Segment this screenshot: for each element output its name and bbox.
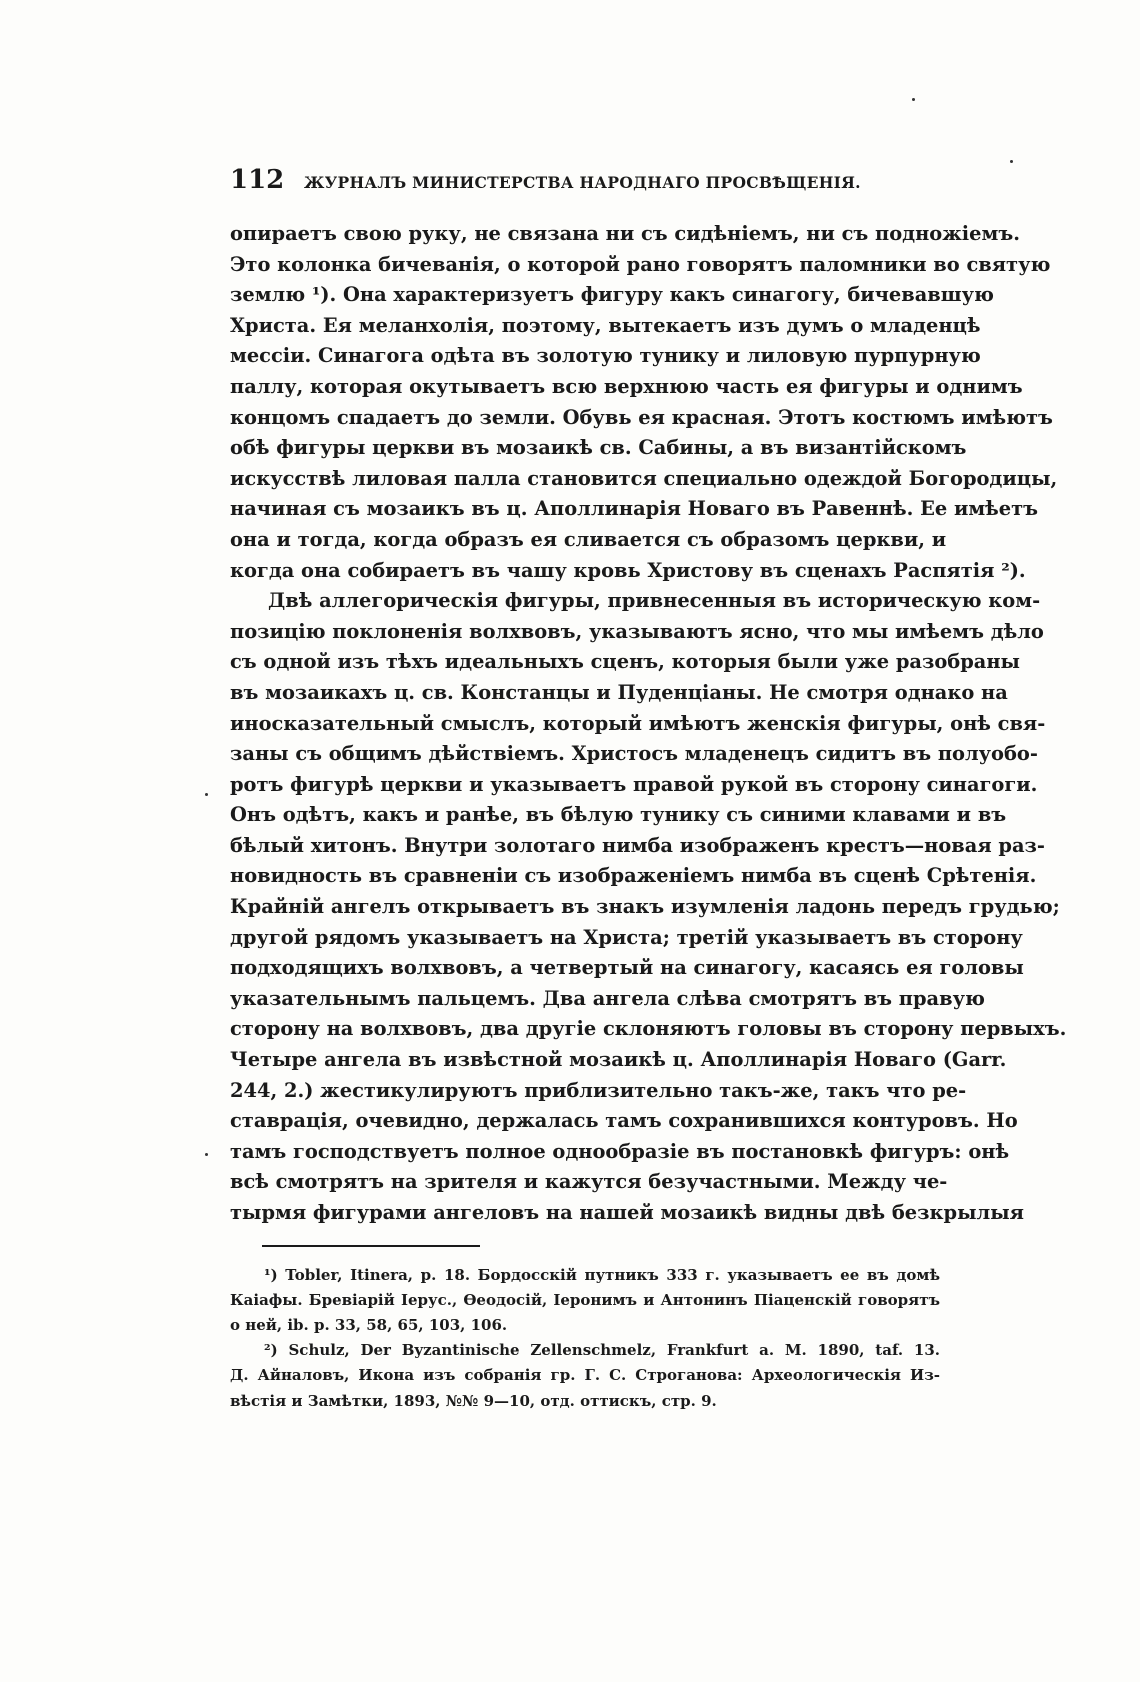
footnote-separator <box>262 1245 480 1247</box>
footnote-line: вѣстія и Замѣтки, 1893, №№ 9—10, отд. оттискъ, стр. 9. <box>230 1391 717 1410</box>
body-text <box>230 219 1067 1229</box>
text-line: новидность въ сравненіи съ изображеніемъ нимба въ сценѣ Срѣтенія. <box>230 864 1037 888</box>
text-line: всѣ смотрятъ на зрителя и кажутся безучастными. Между че- <box>230 1170 948 1194</box>
paragraph-1 <box>230 219 1058 586</box>
footnote-line: о ней, ib. p. 33, 58, 65, 103, 106. <box>230 1315 508 1334</box>
text-line: подходящихъ волхвовъ, а четвертый на синагогу, касаясь ея головы <box>230 956 1024 980</box>
text-line: 244, 2.) жестикулируютъ приблизительно такъ-же, такъ что ре- <box>230 1078 967 1102</box>
text-line: она и тогда, когда образъ ея сливается съ образомъ церкви, и <box>230 527 947 551</box>
text-line: паллу, которая окутываетъ всю верхнюю часть ея фигуры и однимъ <box>230 374 1023 398</box>
footnote-2 <box>230 1338 940 1414</box>
text-line: начиная съ мозаикъ въ ц. Аполлинарія Новаго въ Равеннѣ. Ее имѣетъ <box>230 497 1039 521</box>
text-line: другой рядомъ указываетъ на Христа; третій указываетъ въ сторону <box>230 925 1023 949</box>
text-line: опираетъ свою руку, не связана ни съ сидѣніемъ, ни съ подножіемъ. <box>230 222 1020 245</box>
scan-speck <box>1010 160 1013 163</box>
footnote-1 <box>230 1263 940 1339</box>
footnote-line: Д. Айналовъ, Икона изъ собранія гр. Г. С. Строганова: Археологическія Из- <box>230 1366 940 1385</box>
text-line: заны съ общимъ дѣйствіемъ. Христосъ младенецъ сидитъ въ полуобо- <box>230 742 1038 766</box>
text-line: мессіи. Синагога одѣта въ золотую тунику и лиловую пурпурную <box>230 344 981 368</box>
text-line: ставрація, очевидно, держалась тамъ сохранившихся контуровъ. Но <box>230 1109 1018 1133</box>
text-line: бѣлый хитонъ. Внутри золотаго нимба изображенъ крестъ—новая раз- <box>230 833 1045 857</box>
text-line: Крайній ангелъ открываетъ въ знакъ изумленія ладонь передъ грудью; <box>230 895 1060 919</box>
text-line: тамъ господствуетъ полное однообразіе въ постановкѣ фигуръ: онѣ <box>230 1139 1010 1163</box>
footnotes <box>230 1263 940 1414</box>
text-line: землю ¹). Она характеризуетъ фигуру какъ синагогу, бичевавшую <box>230 283 994 307</box>
text-line: когда она собираетъ въ чашу кровь Христову въ сценахъ Распятія ²). <box>230 558 1026 582</box>
footnote-line: ²) Schulz, Der Byzantinische Zellenschmelz, Frankfurt a. M. 1890, taf. 13. <box>264 1341 940 1360</box>
text-line: въ мозаикахъ ц. св. Констанцы и Пуденціаны. Не смотря однако на <box>230 680 1008 704</box>
paragraph-2 <box>230 586 1067 1228</box>
text-line: обѣ фигуры церкви въ мозаикѣ св. Сабины, а въ византійскомъ <box>230 436 967 460</box>
text-line: концомъ спадаетъ до земли. Обувь ея красная. Этотъ костюмъ имѣютъ <box>230 405 1053 429</box>
text-line: ротъ фигурѣ церкви и указываетъ правой рукой въ сторону синагоги. <box>230 772 1038 796</box>
text-line: Онъ одѣтъ, какъ и ранѣе, въ бѣлую тунику съ синими клавами и въ <box>230 803 1007 827</box>
page-header <box>230 165 940 195</box>
text-line: Христа. Ея меланхолія, поэтому, вытекаетъ изъ думъ о младенцѣ <box>230 313 981 337</box>
running-title: ЖУРНАЛЪ МИНИСТЕРСТВА НАРОДНАГО ПРОСВѢЩЕНІЯ. <box>304 173 861 192</box>
text-line: иносказательный смыслъ, который имѣютъ женскія фигуры, онѣ свя- <box>230 711 1046 735</box>
text-line: Двѣ аллегорическія фигуры, привнесенныя въ историческую ком- <box>268 589 1041 613</box>
text-line: съ одной изъ тѣхъ идеальныхъ сценъ, которыя были уже разобраны <box>230 650 1020 674</box>
text-line: сторону на волхвовъ, два другіе склоняютъ головы въ сторону первыхъ. <box>230 1017 1067 1041</box>
page-number: 112 <box>230 165 285 195</box>
scan-speck <box>205 793 208 796</box>
text-line: искусствѣ лиловая палла становится специально одеждой Богородицы, <box>230 466 1058 490</box>
text-line: позицію поклоненія волхвовъ, указываютъ ясно, что мы имѣемъ дѣло <box>230 619 1044 643</box>
footnote-line: Каіафы. Бревіарій Іерус., Ѳеодосій, Іеронимъ и Антонинъ Піаценскій говорятъ <box>230 1290 940 1309</box>
text-line: указательнымъ пальцемъ. Два ангела слѣва смотрятъ въ правую <box>230 986 985 1010</box>
scan-speck <box>205 1153 208 1156</box>
text-line: Это колонка бичеванія, о которой рано говорятъ паломники во святую <box>230 252 1051 276</box>
document-page <box>230 165 1067 1414</box>
text-line: Четыре ангела въ извѣстной мозаикѣ ц. Аполлинарія Новаго (Garr. <box>230 1048 1007 1072</box>
text-line: тырмя фигурами ангеловъ на нашей мозаикѣ видны двѣ безкрылыя <box>230 1201 1024 1224</box>
scan-speck <box>912 98 915 101</box>
footnote-line: ¹) Tobler, Itinera, p. 18. Бордосскій путникъ 333 г. указываетъ ее въ домѣ <box>264 1265 940 1284</box>
